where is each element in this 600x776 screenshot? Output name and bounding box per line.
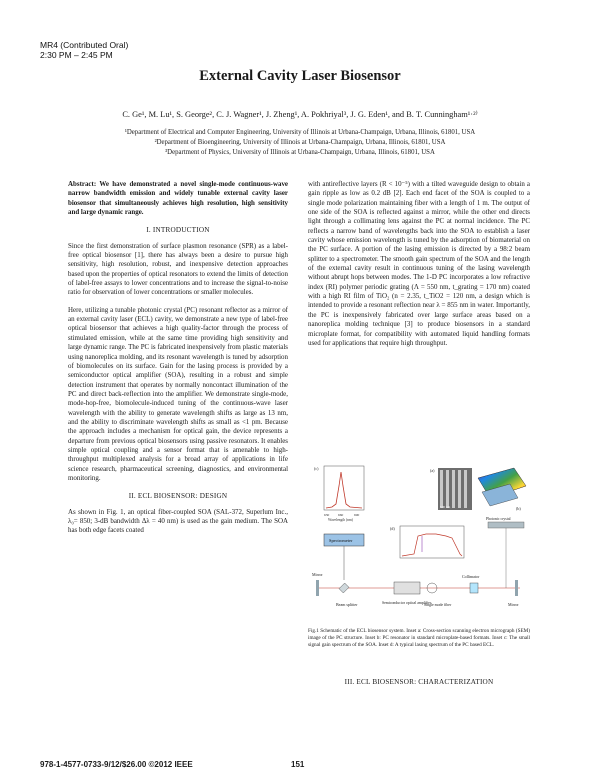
affiliation-2: ²Department of Bioengineering, University of Illinois at Urbana-Champaign, Urbana, Illinois, 61801, USA — [154, 139, 446, 146]
inset-sem-image — [430, 468, 472, 510]
mirror-right-element — [515, 580, 518, 596]
intro-paragraph-1: Since the first demonstration of surface plasmon resonance (SPR) as a label-free optical biosensor [1], there has always been a desire to pursue high sensitivity, high resolution, robust, and inexpensive detection approaches based upon the properties of optical resonators to extend the limits of detection of label-free assays to lower concentrations and to increase the signal-to-noise ratio for observation of lower concentrations or smaller molecules. — [68, 241, 288, 297]
inset-letter-d: (d) — [390, 526, 395, 531]
mirror-left-element — [316, 580, 319, 596]
session-time: 2:30 PM – 2:45 PM — [40, 50, 113, 60]
author-list: C. Ge¹, M. Lu¹, S. George², C. J. Wagner¹, J. Zheng¹, A. Pokhriyal³, J. G. Eden¹, and B. T. Cunningham¹·²⁾ — [122, 110, 478, 119]
affiliation-1: ¹Department of Electrical and Computer Engineering, University of Illinois at Urbana-Champaign, Urbana, Illinois, 61801, USA — [124, 129, 476, 136]
inset-letter-b: (b) — [516, 506, 521, 511]
inset-tick-3: 690 — [354, 513, 360, 517]
photonic-crystal-element — [488, 522, 524, 528]
inset-tick-2: 660 — [338, 513, 344, 517]
page-number: 151 — [291, 760, 305, 769]
figure-1 — [310, 464, 532, 624]
section-heading-characterization: III. ECL BIOSENSOR: CHARACTERIZATION — [344, 678, 494, 686]
mirror-left-label: Mirror — [312, 572, 323, 577]
inset-microplate — [478, 468, 526, 511]
affiliation-3: ³Department of Physics, University of Illinois at Urbana-Champaign, Urbana, Illinois, 61801, USA — [165, 149, 435, 156]
spectrometer-label: Spectrometer — [329, 538, 353, 543]
section-heading-intro: I. INTRODUCTION — [146, 226, 210, 235]
abstract: Abstract: We have demonstrated a novel single-mode continuous-wave narrow bandwidth emission and widely tunable external cavity laser biosensor that simultaneously achieves high resolution, high sensitivity and large dynamic range. — [68, 180, 288, 217]
section-heading-design: II. ECL BIOSENSOR: DESIGN — [128, 492, 228, 501]
figure-caption: Fig.1 Schematic of the ECL biosensor system. Inset a: Cross-section scanning electron micrograph (SEM) image of the PC structure. Inset b: PC resonator in standard microplate-based formats. Inset c: The small signal gain spectrum of the SOA. Inset d: A typical lasing spectrum of the PC based ECL. — [308, 628, 530, 648]
collimator-label: Collimator — [462, 574, 480, 579]
inset-axis-label: Wavelength (nm) — [328, 518, 353, 522]
mirror-right-label: Mirror — [508, 602, 519, 607]
beam-splitter-element — [339, 583, 349, 593]
inset-gain-spectrum — [314, 466, 364, 522]
pc-label: Photonic crystal — [486, 517, 511, 521]
soa-element — [394, 582, 420, 594]
sem-scale-label: 500 nm — [440, 505, 451, 509]
design-paragraph-continued: with antireflective layers (R < 10⁻⁵) with a tilted waveguide design to obtain a gain ripple as low as 0.2 dB [2]. Each end facet of the SOA is coupled to a single mode polarization maintaining fiber with a length of 1 m. The output of one side of the SOA is reflected against a mirror, while the other end directs light through a collimating lens against the PC at normal incidence. The PC reflects a narrow band of wavelengths back into the SOA to establish a laser cavity whose emission wavelength is tuned by the adsorption of biomaterial on the PC surface. A portion of the lasing emission is directed by a 98:2 beam splitter to a spectrometer. The smooth gain spectrum of the SOA and the length of the external cavity result in continuous tuning of the lasing wavelength without abrupt hops between modes. The 1-D PC incorporates a low refractive index (RI) polymer periodic grating (Λ = 550 nm, t_grating = 170 nm) coated with a high RI film of TiO₂ (n = 2.35, t_TiO2 = 120 nm, a design which is intended to provide a resonant reflection near λ = 855 nm in water. Importantly, the PC is inexpensively fabricated over large surface areas based on a nanoreplica molding technique [3] to produce biosensors in a standard microplate format, for compatibility with automated liquid handling formats used for applications that require high throughput. — [308, 180, 530, 347]
paper-title: External Cavity Laser Biosensor — [199, 68, 401, 84]
beam-splitter-label: Beam splitter — [336, 602, 358, 607]
design-paragraph: As shown in Fig. 1, an optical fiber-coupled SOA (SAL-372, Superlum Inc., λ₀= 850; 3-dB bandwidth Δλ = 40 nm) is used as the gain medium. The SOA has both edge facets coated — [68, 507, 288, 535]
inset-letter-c: (c) — [314, 466, 319, 471]
intro-paragraph-2: Here, utilizing a tunable photonic crystal (PC) resonant reflector as a mirror of an external cavity laser (ECL) cavity, we demonstrate a new type of label-free optical biosensor that achieves a high quality-factor through the process of stimulated emission, while at the same time providing high sensitivity and large dynamic range. The PC is fabricated inexpensively from plastic materials using nanoreplica molding, and its resonant wavelength is tuned by adsorption of biomolecules on its surface. Gain for the lasing process is provided by a semiconductor optical amplifier (SOA), resulting in a robust and simple detection instrument that operates by normally noncontact illumination of the PC and direct back-reflection into the amplifier. We demonstrate single-mode, mode-hop-free, biomolecule-induced tuning of the continuous-wave laser wavelength with the ability to generate wavelength shifts as large as 13 nm, and the ability to discriminate wavelength shifts as small as <1 pm. Because the approach includes a mechanism for optical gain, the device represents a departure from previous optical biosensors using passive resonators. It enables simple optical coupling and a sensor format that is amenable to high-throughput multiplexed analysis for a broad array of applications in life science research, pharmaceutical screening, diagnostics, and environmental monitoring. — [68, 305, 288, 482]
inset-lasing-spectrum — [390, 526, 464, 558]
footer-isbn: 978-1-4577-0733-9/12/$26.00 ©2012 IEEE — [40, 760, 193, 769]
session-label: MR4 (Contributed Oral) — [40, 40, 129, 50]
inset-letter-a: (a) — [430, 468, 435, 473]
soa-label: Semiconductor optical amplifier — [382, 601, 432, 605]
left-column — [68, 180, 288, 536]
right-column-text — [308, 180, 530, 348]
inset-tick-1: 630 — [324, 513, 330, 517]
fiber-label: Single mode fiber — [424, 603, 452, 607]
collimator-element — [470, 583, 478, 593]
